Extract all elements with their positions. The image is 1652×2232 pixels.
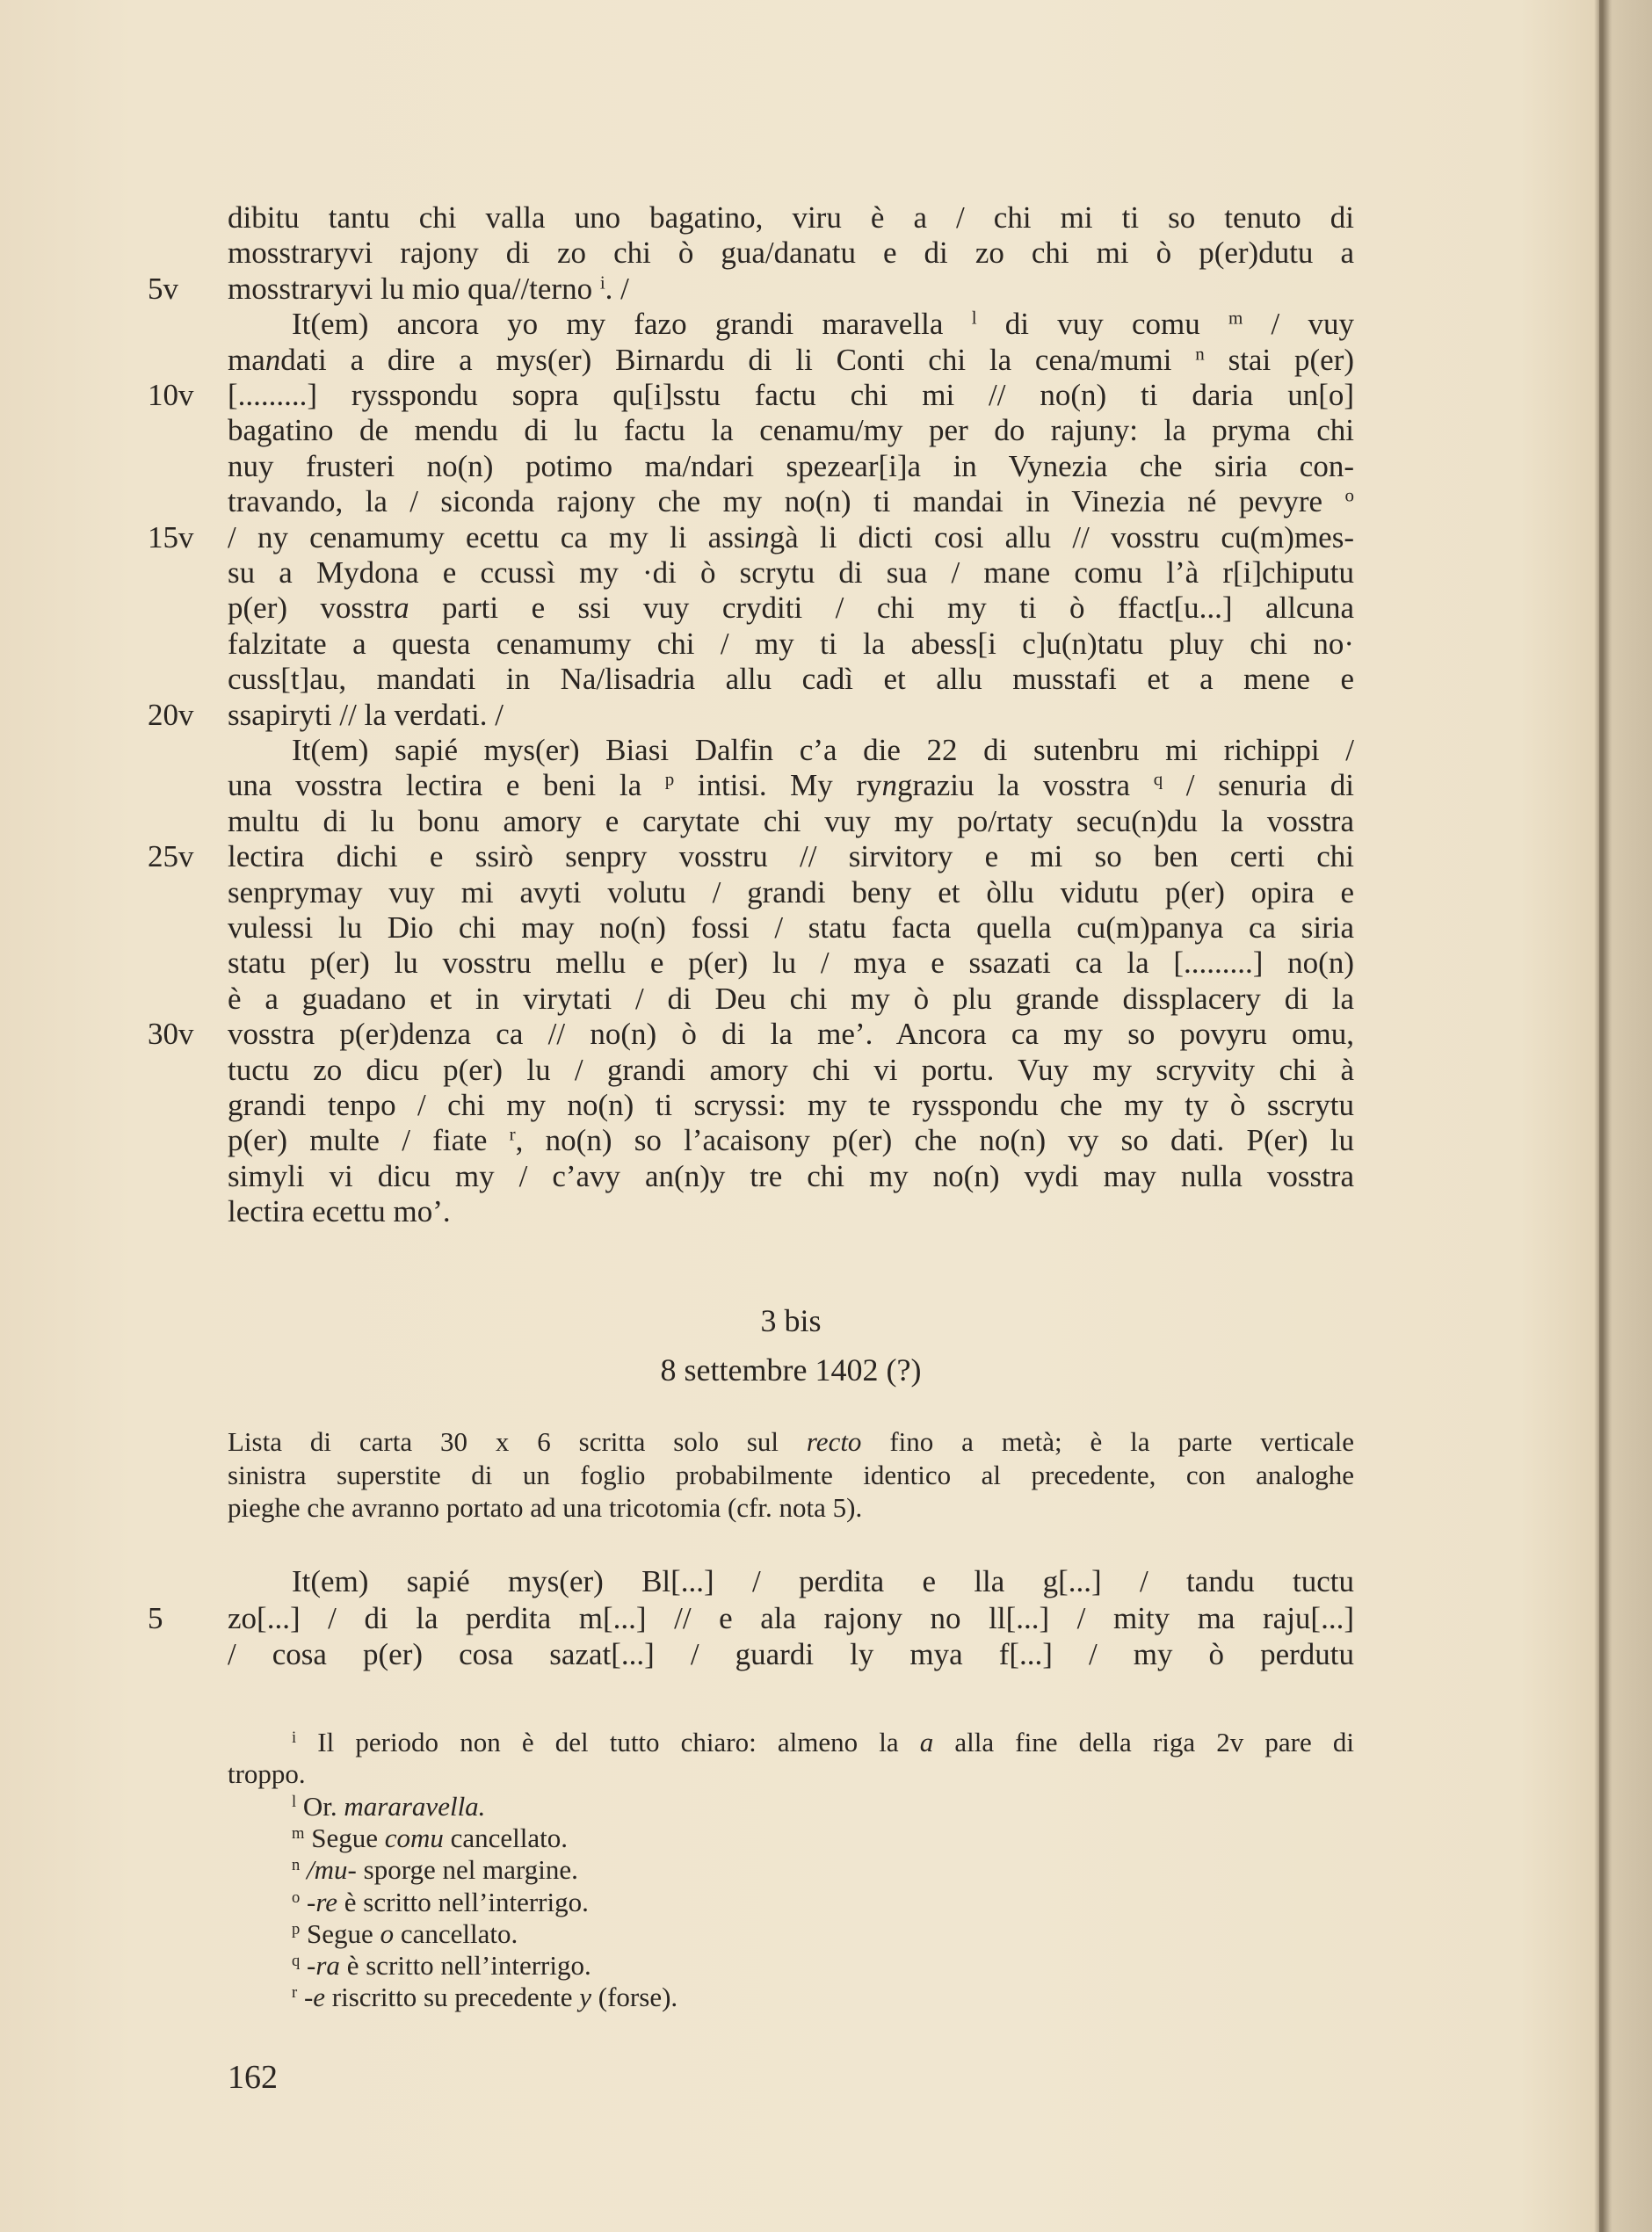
- text-run: senprymay vuy mi avyti volutu / grandi beny et òllu vidutu p(er) opira e: [228, 874, 1354, 909]
- text-run: / ny cenamumy ecettu ca my li assi: [228, 519, 755, 554]
- footnote-line: [228, 1918, 1354, 1950]
- line-number: 15v: [148, 519, 194, 554]
- text-run: fino a metà; è la parte verticale: [861, 1426, 1354, 1457]
- text-line: [228, 1123, 1354, 1158]
- text-run: sinistra superstite di un foglio probabilmente identico al precedente, con analoghe: [228, 1459, 1354, 1490]
- footnote-marker: o: [292, 1888, 301, 1907]
- text-run: / vuy: [1243, 307, 1354, 342]
- text-line: [228, 272, 1354, 307]
- footnote-marker: l: [971, 307, 977, 329]
- text-line: [228, 236, 1354, 271]
- italic-text: recto: [806, 1426, 862, 1457]
- text-run: graziu la vosstra: [897, 768, 1154, 803]
- italic-text: n: [264, 342, 281, 377]
- text-run: , no(n) so l’acaisony p(er) che no(n) vy so dati. P(er) lu: [515, 1123, 1355, 1158]
- italic-text: y: [579, 1982, 592, 2013]
- text-run: dibitu tantu chi valla uno bagatino, viru è a / chi mi ti so tenuto di: [228, 200, 1354, 235]
- text-run: multu di lu bonu amory e carytate chi vuy my po/rtaty secu(n)du la vosstra: [228, 803, 1354, 838]
- text-run: di vuy comu: [976, 307, 1228, 342]
- text-line: [228, 1601, 1354, 1636]
- text-line: [228, 1564, 1354, 1599]
- description-line: [228, 1491, 1354, 1524]
- text-run: vosstra p(er)denza ca // no(n) ò di la me’. Ancora ca my so povyru omu,: [228, 1017, 1354, 1052]
- footnote-marker: m: [292, 1823, 305, 1843]
- footnote-marker: p: [664, 768, 675, 790]
- text-run: ssapiryti // la verdati. /: [228, 697, 504, 732]
- footnote-marker: q: [292, 1951, 301, 1970]
- text-run: mosstraryvi lu mio qua//terno: [228, 271, 600, 306]
- footnote-line: [228, 1727, 1354, 1758]
- line-number: 5v: [148, 271, 178, 306]
- text-line: [228, 627, 1354, 662]
- line-number: 25v: [148, 839, 194, 874]
- footnote-line: [228, 1982, 1354, 2013]
- text-run: è scritto nell’interrigo.: [339, 1950, 591, 1982]
- text-run: p(er) vosstr: [228, 591, 395, 626]
- text-line: [228, 1637, 1354, 1672]
- footnote-marker: r: [509, 1123, 516, 1145]
- text-line: [228, 343, 1354, 378]
- text-run: gà li dicti cosi allu // vosstru cu(m)mes-: [769, 519, 1354, 554]
- italic-text: -e: [303, 1982, 326, 2013]
- text-run: su a Mydona e ccussì my ·di ò scrytu di sua / mane comu l’à r[i]chiputu: [228, 555, 1354, 590]
- footnote-line: [228, 1854, 1354, 1886]
- text-run: è scritto nell’interrigo.: [337, 1886, 589, 1917]
- text-run: It(em) sapié mys(er) Bl[...] / perdita e lla g[...] / tandu tuctu: [292, 1564, 1354, 1598]
- text-run: statu p(er) lu vosstru mellu e p(er) lu / mya e ssazati ca la [.........] no(n): [228, 946, 1354, 981]
- italic-text: n: [881, 768, 898, 803]
- footnote-line: [228, 1950, 1354, 1982]
- italic-text: -re: [307, 1886, 338, 1917]
- text-run: nuy frusteri no(n) potimo ma/ndari spezear[i]a in Vynezia che siria con-: [228, 448, 1354, 483]
- footnote-line: [228, 1887, 1354, 1918]
- text-run: / senuria di: [1163, 768, 1354, 803]
- text-line: [228, 520, 1354, 555]
- text-run: It(em) ancora yo my fazo grandi maravella: [292, 307, 972, 342]
- italic-text: a: [919, 1727, 934, 1757]
- text-run: [297, 1982, 304, 2012]
- text-run: cancellato.: [443, 1822, 569, 1853]
- text-line: [228, 698, 1354, 733]
- text-run: p(er) multe / fiate: [228, 1123, 510, 1158]
- text-line: [228, 1017, 1354, 1052]
- text-line: [228, 1053, 1354, 1088]
- footnote-line: [228, 1791, 1354, 1823]
- footnote-marker: l: [292, 1792, 297, 1811]
- text-run: falzitate a questa cenamumy chi / my ti la abess[i c]u(n)tatu pluy chi no·: [228, 626, 1354, 661]
- text-run: [.........] rysspondu sopra qu[i]sstu factu chi mi // no(n) ti daria un[o]: [228, 378, 1354, 412]
- line-number: 5: [148, 1600, 163, 1635]
- text-line: [228, 910, 1354, 946]
- text-run: mosstraryvi rajony di zo chi ò gua/danatu e di zo chi mi ò p(er)dutu a: [228, 236, 1354, 271]
- text-line: [228, 1088, 1354, 1123]
- text-run: [300, 1950, 307, 1981]
- text-run: ma: [228, 342, 265, 377]
- text-run: stai p(er): [1204, 342, 1354, 377]
- text-run: travando, la / siconda rajony che my no(n) ti mandai in Vinezia né pevyre: [228, 484, 1345, 519]
- text-line: [228, 662, 1354, 697]
- text-run: pieghe che avranno portato ad una tricotomia (cfr. nota 5).: [228, 1492, 863, 1523]
- page-number: 162: [228, 2059, 278, 2096]
- text-run: cuss[t]au, mandati in Na/lisadria allu cadì et allu musstafi et a mene e: [228, 662, 1354, 697]
- line-number: 30v: [148, 1017, 194, 1052]
- footnote-marker: n: [292, 1855, 301, 1874]
- text-run: bagatino de mendu di lu factu la cenamu/my per do rajuny: la pryma chi: [228, 413, 1354, 448]
- footnote-line: [228, 1758, 1354, 1790]
- footnote-marker: p: [292, 1919, 301, 1939]
- italic-text: a: [394, 591, 409, 626]
- footnote-marker: i: [292, 1728, 297, 1747]
- text-run: Segue: [304, 1822, 385, 1853]
- text-run: grandi tenpo / chi my no(n) ti scryssi: my te rysspondu che my ty ò sscrytu: [228, 1088, 1354, 1122]
- section-date: 8 settembre 1402 (?): [660, 1352, 922, 1388]
- text-line: [228, 555, 1354, 591]
- text-run: It(em) sapié mys(er) Biasi Dalfin c’a die 22 di sutenbru mi richippi /: [292, 733, 1354, 767]
- text-run: Il periodo non è del tutto chiaro: almeno la: [296, 1727, 920, 1757]
- description-line: [228, 1425, 1354, 1458]
- text-run: tuctu zo dicu p(er) lu / grandi amory chi vi portu. Vuy my scryvity chi à: [228, 1052, 1354, 1087]
- text-line: [228, 591, 1354, 626]
- text-line: [228, 804, 1354, 839]
- text-line: [228, 875, 1354, 910]
- text-run: è a guadano et in virytati / di Deu chi my ò plu grande dissplacery di la: [228, 981, 1354, 1016]
- footnote-marker: q: [1153, 768, 1163, 790]
- page-edge-shadow: [1599, 0, 1652, 2232]
- description-line: [228, 1459, 1354, 1491]
- text-line: [228, 768, 1354, 803]
- footnote-marker: m: [1228, 307, 1243, 329]
- text-run: [300, 1854, 307, 1885]
- text-run: vulessi lu Dio chi may no(n) fossi / statu facta quella cu(m)panya ca siria: [228, 910, 1354, 945]
- text-run: simyli vi dicu my / c’avy an(n)y tre chi my no(n) vydi may nulla vosstra: [228, 1158, 1354, 1193]
- text-run: Segue: [300, 1917, 380, 1949]
- text-run: Lista di carta 30 x 6 scritta solo sul: [228, 1426, 807, 1457]
- text-run: zo[...] / di la perdita m[...] // e ala rajony no ll[...] / mity ma raju[...]: [228, 1600, 1354, 1635]
- text-run: [300, 1887, 307, 1917]
- italic-text: mararavella.: [344, 1790, 486, 1822]
- text-run: dati a dire a mys(er) Birnardu di li Conti chi la cena/mumi: [280, 342, 1196, 377]
- footnote-marker: r: [292, 1983, 298, 2003]
- italic-text: n: [754, 519, 770, 554]
- italic-text: -ra: [307, 1950, 340, 1982]
- text-line: [228, 1159, 1354, 1194]
- italic-text: /mu-: [307, 1854, 357, 1886]
- text-run: riscritto su precedente: [325, 1982, 580, 2013]
- footnote-marker: n: [1195, 343, 1205, 365]
- text-run: (forse).: [591, 1982, 678, 2013]
- text-run: lectira dichi e ssirò senpry vosstru // sirvitory e mi so ben certi chi: [228, 839, 1354, 874]
- text-line: [228, 413, 1354, 448]
- text-line: [228, 839, 1354, 874]
- footnote-marker: i: [599, 272, 605, 293]
- text-line: [228, 733, 1354, 768]
- text-run: troppo.: [228, 1758, 306, 1790]
- text-run: . /: [605, 271, 629, 306]
- text-line: [228, 378, 1354, 413]
- text-run: lectira ecettu mo’.: [228, 1194, 451, 1229]
- text-run: alla fine della riga 2v pare di: [933, 1727, 1354, 1757]
- text-run: sporge nel margine.: [356, 1854, 578, 1886]
- italic-text: o: [380, 1917, 395, 1949]
- text-run: cancellato.: [394, 1917, 518, 1949]
- text-line: [228, 449, 1354, 484]
- text-line: [228, 946, 1354, 981]
- text-run: / cosa p(er) cosa sazat[...] / guardi ly mya f[...] / my ò perdutu: [228, 1637, 1354, 1671]
- italic-text: comu: [384, 1822, 444, 1853]
- text-run: una vosstra lectira e beni la: [228, 768, 665, 803]
- section-number: 3 bis: [760, 1303, 822, 1338]
- text-run: intisi. My ry: [674, 768, 882, 803]
- line-number: 10v: [148, 378, 194, 412]
- text-line: [228, 307, 1354, 342]
- text-run: parti e ssi vuy cryditi / chi my ti ò ffact[u...] allcuna: [409, 591, 1354, 626]
- text-run: Or.: [296, 1790, 344, 1822]
- text-line: [228, 982, 1354, 1017]
- footnote-line: [228, 1823, 1354, 1854]
- text-line: [228, 1194, 1354, 1229]
- line-number: 20v: [148, 697, 194, 732]
- footnote-marker: o: [1344, 484, 1354, 506]
- text-line: [228, 484, 1354, 519]
- text-line: [228, 200, 1354, 236]
